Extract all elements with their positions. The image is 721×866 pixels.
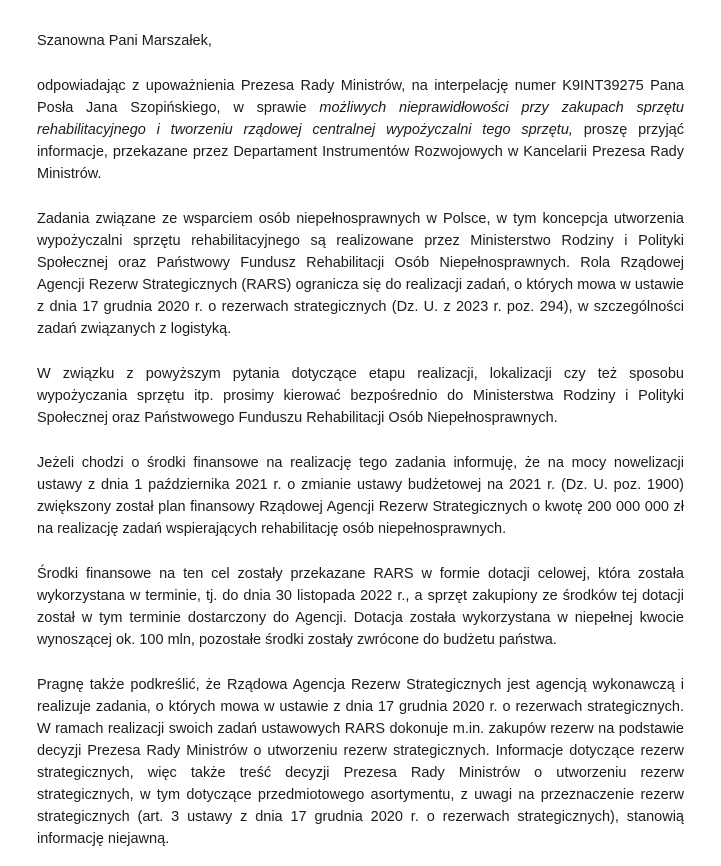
paragraph-segment: Jeżeli chodzi o środki finansowe na realizację tego zadania informuję, że na mocy nowelizacji ustawy z dnia 1 października 2021 r. o zmianie ustawy budżetowej na 2021 r. (Dz. U. poz. 1900) zwiększony został plan finansowy Rządowej Agencji Rezerw Strategicznych o kwotę 200 000 000 zł na realizację zadań wspierających rehabilitację osób niepełnosprawnych. <box>37 455 684 537</box>
paragraph-segment: Środki finansowe na ten cel zostały przekazane RARS w formie dotacji celowej, która została wykorzystana w terminie, tj. do dnia 30 listopada 2022 r., a sprzęt zakupiony ze środków tej dotacji został w tym terminie dostarczony do Agencji. Dotacja została wykorzystana w niepełnej kwocie wynoszącej ok. 100 mln, pozostałe środki zostały zwrócone do budżetu państwa. <box>37 566 684 648</box>
paragraph <box>37 674 684 850</box>
paragraph-segment: W związku z powyższym pytania dotyczące etapu realizacji, lokalizacji czy też sposobu wypożyczania sprzętu itp. prosimy kierować bezpośrednio do Ministerstwa Rodziny i Polityki Społecznej oraz Państwowego Funduszu Rehabilitacji Osób Niepełnosprawnych. <box>37 366 684 426</box>
paragraph <box>37 363 684 429</box>
paragraph-segment: proszę przyjąć informacje, przekazane przez Departament Instrumentów Rozwojowych w Kancelarii Prezesa Rady Ministrów. <box>37 122 684 182</box>
paragraph <box>37 452 684 540</box>
paragraph-segment: odpowiadając z upoważnienia Prezesa Rady Ministrów, na interpelację numer K9INT39275 Pana Posła Jana Szopińskiego, w sprawie <box>37 78 684 116</box>
paragraph <box>37 75 684 185</box>
paragraph <box>37 208 684 340</box>
letter-body <box>37 75 684 850</box>
paragraph-segment: Zadania związane ze wsparciem osób niepełnosprawnych w Polsce, w tym koncepcja utworzenia wypożyczalni sprzętu rehabilitacyjnego są realizowane przez Ministerstwo Rodziny i Polityki Społecznej oraz Państwowy Fundusz Rehabilitacji Osób Niepełnosprawnych. Rola Rządowej Agencji Rezerw Strategicznych (RARS) ogranicza się do realizacji zadań, o których mowa w ustawie z dnia 17 grudnia 2020 r. o rezerwach strategicznych (Dz. U. z 2023 r. poz. 294), w szczególności zadań związanych z logistyką. <box>37 211 684 337</box>
paragraph-segment-italic: możliwych nieprawidłowości przy zakupach sprzętu rehabilitacyjnego i tworzeniu rządowej centralnej wypożyczalni tego sprzętu, <box>37 100 684 138</box>
paragraph <box>37 563 684 651</box>
salutation: Szanowna Pani Marszałek, <box>37 33 212 49</box>
paragraph-segment: Pragnę także podkreślić, że Rządowa Agencja Rezerw Strategicznych jest agencją wykonawczą i realizuje zadania, o których mowa w ustawie z dnia 17 grudnia 2020 r. o rezerwach strategicznych. W ramach realizacji swoich zadań ustawowych RARS dokonuje m.in. zakupów rezerw na podstawie decyzji Prezesa Rady Ministrów o utworzeniu rezerw strategicznych. Informacje dotyczące rezerw strategicznych, więc także treść decyzji Prezesa Rady Ministrów o utworzeniu rezerw strategicznych, w tym dotyczące przedmiotowego asortymentu, z uwagi na przeznaczenie rezerw strategicznych (art. 3 ustawy z dnia 17 grudnia 2020 r. o rezerwach strategicznych), stanowią informację niejawną. <box>37 677 684 847</box>
